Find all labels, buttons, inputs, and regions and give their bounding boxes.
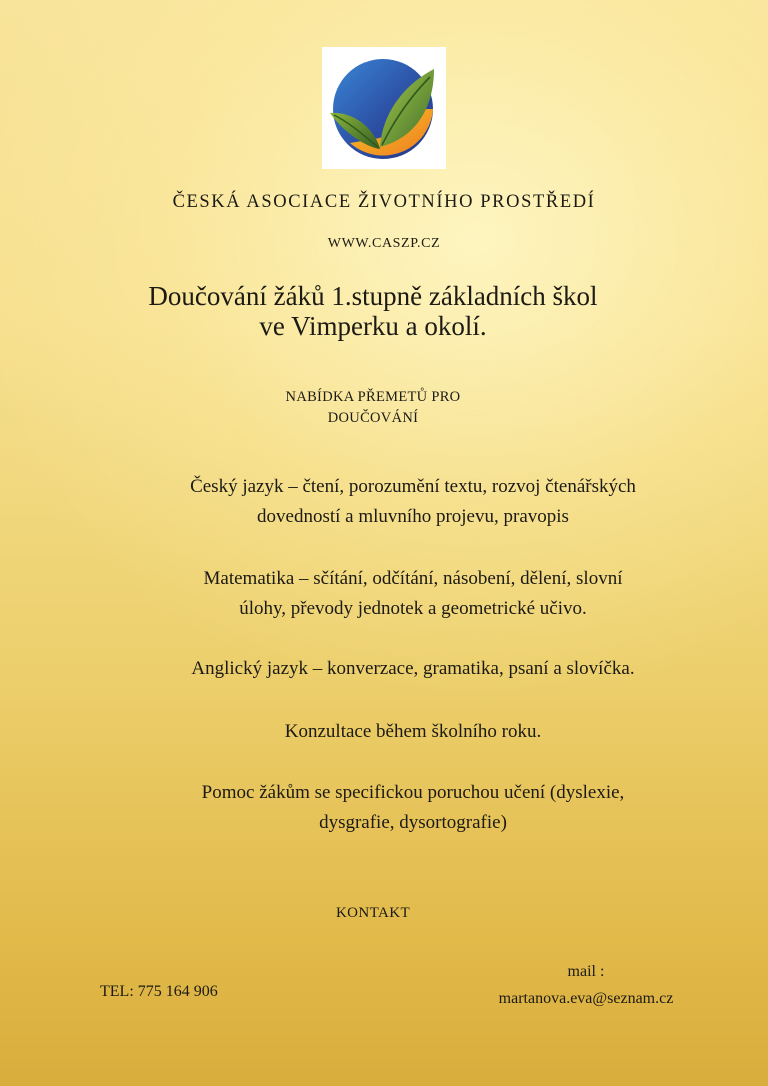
subject-learning-disorders (0, 778, 768, 838)
contact-mail (470, 958, 702, 1012)
subject-line: úlohy, převody jednotek a geometrické učivo. (239, 598, 587, 619)
organization-name: ČESKÁ ASOCIACE ŽIVOTNÍHO PROSTŘEDÍ (172, 192, 596, 212)
subject-line: Pomoc žákům se specifickou poruchou učení (dyslexie, (201, 782, 625, 803)
subject-line: Český jazyk – čtení, porozumění textu, rozvoj čtenářských (190, 476, 636, 497)
mail-address-link[interactable]: martanova.eva@seznam.cz (498, 990, 674, 1007)
contact-heading: KONTAKT (335, 905, 411, 921)
flyer-title-line: ve Vimperku a okolí. (259, 311, 487, 341)
subject-english (0, 654, 768, 684)
mail-label: mail : (567, 963, 605, 980)
subject-line: dovedností a mluvního projevu, pravopis (257, 506, 569, 527)
caszp-logo (322, 47, 446, 169)
flyer-title-line: Doučování žáků 1.stupně základních škol (148, 281, 598, 311)
subject-line: Matematika – sčítání, odčítání, násobení, dělení, slovní (203, 568, 623, 589)
subject-czech (0, 472, 768, 532)
subject-line: Konzultace během školního roku. (284, 721, 542, 742)
organization-website: WWW.CASZP.CZ (327, 236, 441, 251)
flyer-title (0, 281, 746, 341)
offer-heading (0, 387, 746, 429)
subject-consultation (0, 717, 768, 747)
subject-math (0, 564, 768, 624)
leaf-globe-icon (322, 47, 446, 169)
contact-phone: TEL: 775 164 906 (100, 983, 218, 1000)
offer-heading-line: DOUČOVÁNÍ (327, 410, 419, 426)
subject-line: dysgrafie, dysortografie) (319, 812, 507, 833)
subject-line: Anglický jazyk – konverzace, gramatika, psaní a slovíčka. (191, 658, 635, 679)
offer-heading-line: NABÍDKA PŘEMETŮ PRO (285, 389, 461, 405)
